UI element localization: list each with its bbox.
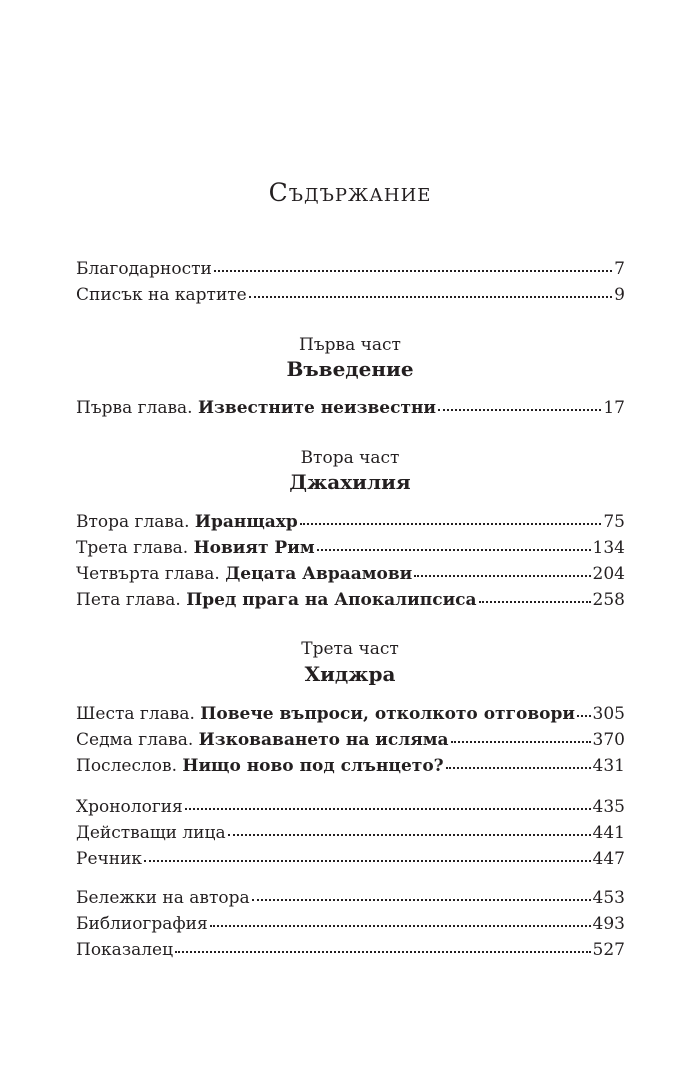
toc-entry-index[interactable] (76, 938, 625, 962)
dot-leader (577, 715, 591, 717)
toc-entry-chapter-1[interactable] (76, 396, 625, 420)
toc-entry-afterword[interactable] (76, 754, 625, 778)
chapter-prefix: Пета глава. (76, 590, 181, 610)
entry-page-number: 431 (592, 756, 625, 776)
entry-page-number: 75 (603, 512, 625, 532)
entry-page-number: 7 (614, 259, 625, 279)
part-title: Хиджра (304, 662, 396, 686)
toc-entry-bibliography[interactable] (76, 912, 625, 936)
entry-label (76, 536, 315, 560)
dot-leader (228, 834, 591, 836)
toc-entry-characters[interactable] (76, 821, 625, 845)
dot-leader (175, 951, 591, 953)
toc-entry-chapter-3[interactable] (76, 536, 625, 560)
entry-page-number: 441 (592, 823, 625, 843)
toc-title: Съдържание (268, 178, 432, 207)
entry-page-number: 447 (592, 849, 625, 869)
chapter-title: Децата Авраамови (225, 564, 413, 584)
entry-label (76, 728, 449, 752)
entry-label: Библиография (76, 914, 208, 934)
entry-label (76, 754, 444, 778)
dot-leader (214, 270, 612, 272)
dot-leader (210, 925, 591, 927)
dot-leader (451, 741, 591, 743)
entry-page-number: 134 (592, 538, 625, 558)
dot-leader (414, 575, 590, 577)
toc-entry-chapter-6[interactable] (76, 702, 625, 726)
toc-entry-list-of-maps[interactable] (76, 283, 625, 307)
chapter-title: Нищо ново под слънцето? (182, 756, 444, 776)
chapter-title: Изковаването на исляма (198, 730, 449, 750)
dot-leader (446, 767, 591, 769)
chapter-title: Пред прага на Апокалипсиса (186, 590, 477, 610)
entry-page-number: 493 (592, 914, 625, 934)
dot-leader (185, 808, 591, 810)
part-label: Трета част (301, 639, 399, 659)
chapter-title: Известните неизвестни (198, 398, 437, 418)
entry-label: Показалец (76, 940, 174, 960)
chapter-prefix: Послеслов. (76, 756, 177, 776)
toc-entry-chapter-4[interactable] (76, 562, 625, 586)
entry-page-number: 258 (592, 590, 625, 610)
chapter-prefix: Четвърта глава. (76, 564, 220, 584)
chapter-prefix: Шеста глава. (76, 704, 195, 724)
chapter-prefix: Трета глава. (76, 538, 189, 558)
dot-leader (317, 549, 591, 551)
entry-label (76, 510, 298, 534)
toc-entry-chapter-2[interactable] (76, 510, 625, 534)
entry-label: Хронология (76, 797, 183, 817)
entry-label: Бележки на автора (76, 888, 250, 908)
toc-entry-acknowledgements[interactable] (76, 257, 625, 281)
entry-label (76, 562, 412, 586)
entry-label: Благодарности (76, 259, 212, 279)
dot-leader (438, 409, 601, 411)
chapter-prefix: Втора глава. (76, 512, 190, 532)
entry-label (76, 702, 575, 726)
chapter-title: Новият Рим (193, 538, 315, 558)
part-label: Първа част (299, 335, 401, 355)
entry-page-number: 9 (614, 285, 625, 305)
toc-entry-author-notes[interactable] (76, 886, 625, 910)
chapter-title: Повече въпроси, отколкото отговори (200, 704, 575, 724)
part-label: Втора част (300, 448, 400, 468)
entry-page-number: 435 (592, 797, 625, 817)
entry-page-number: 17 (603, 398, 625, 418)
dot-leader (249, 296, 612, 298)
entry-page-number: 453 (592, 888, 625, 908)
part-title: Въведение (286, 357, 414, 381)
entry-label: Списък на картите (76, 285, 247, 305)
entry-page-number: 204 (592, 564, 625, 584)
dot-leader (144, 860, 591, 862)
entry-label: Действащи лица (76, 823, 226, 843)
toc-entry-chapter-7[interactable] (76, 728, 625, 752)
entry-label (76, 396, 436, 420)
entry-label: Речник (76, 849, 143, 869)
toc-entry-glossary[interactable] (76, 847, 625, 871)
chapter-title: Иранщахр (194, 512, 298, 532)
toc-entry-chapter-5[interactable] (76, 588, 625, 612)
entry-label (76, 588, 477, 612)
entry-page-number: 527 (592, 940, 625, 960)
dot-leader (479, 601, 591, 603)
entry-page-number: 305 (592, 704, 625, 724)
entry-page-number: 370 (592, 730, 625, 750)
chapter-prefix: Седма глава. (76, 730, 194, 750)
dot-leader (300, 523, 602, 525)
toc-entry-chronology[interactable] (76, 795, 625, 819)
chapter-prefix: Първа глава. (76, 398, 193, 418)
dot-leader (252, 899, 591, 901)
part-title: Джахилия (289, 470, 411, 494)
